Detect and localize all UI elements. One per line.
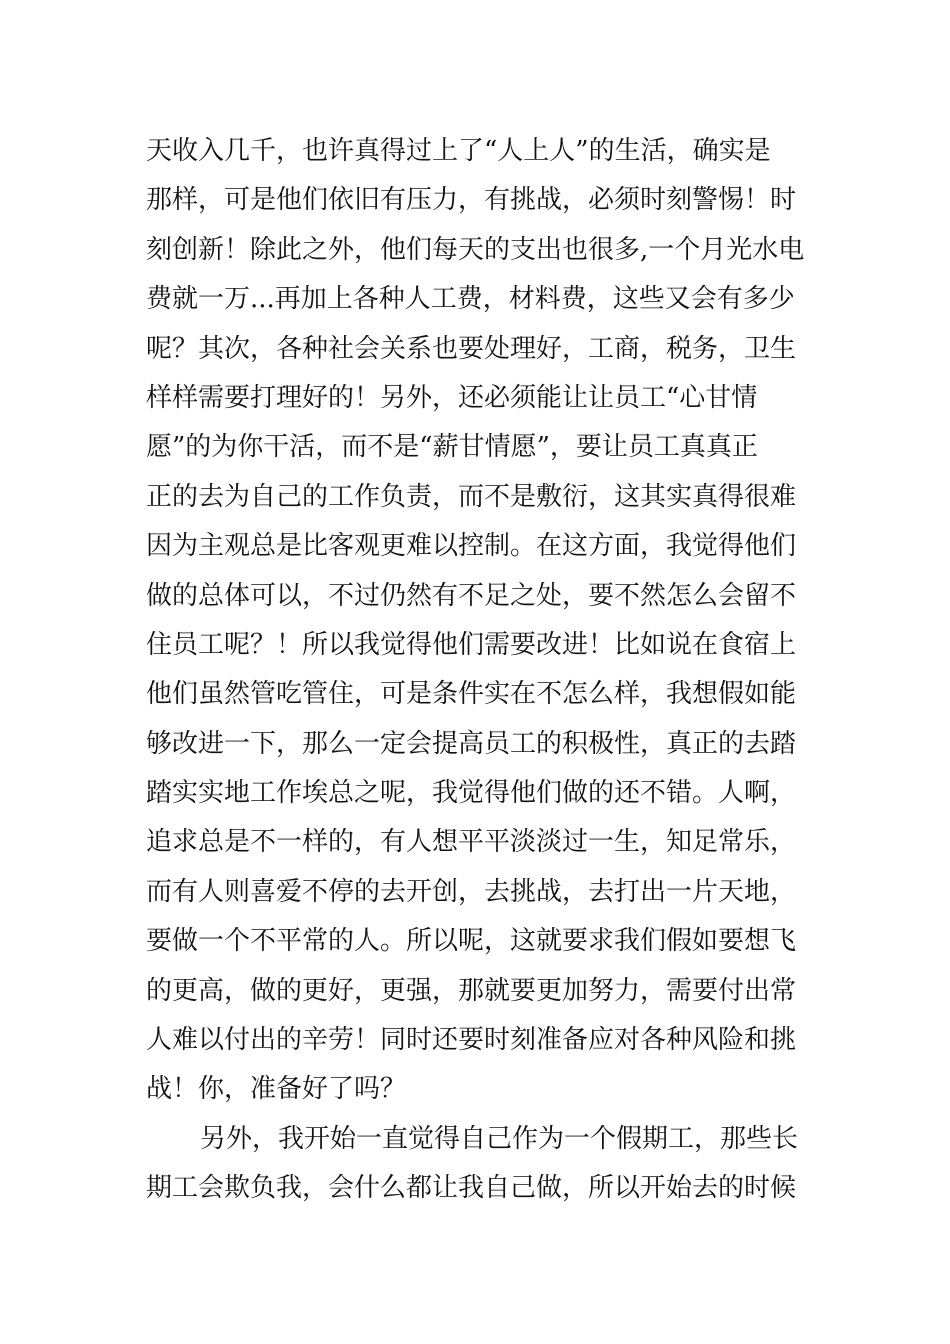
text-line: 住员工呢？！所以我觉得他们需要改进！比如说在食宿上 (146, 629, 797, 660)
text-line: 刻创新！除此之外，他们每天的支出也很多,一个月光水电 (146, 234, 805, 265)
text-line: 因为主观总是比客观更难以控制。在这方面，我觉得他们 (146, 531, 797, 562)
paragraph-first-line: 另外，我开始一直觉得自己作为一个假期工，那些长 (200, 1123, 799, 1154)
text-line: 的更高，做的更好，更强，那就要更加努力，需要付出常 (146, 975, 797, 1006)
text-line: 而有人则喜爱不停的去开创，去挑战，去打出一片天地， (146, 876, 797, 907)
text-line: 人难以付出的辛劳！同时还要时刻准备应对各种风险和挑 (146, 1025, 797, 1056)
text-line: 他们虽然管吃管住，可是条件实在不怎么样，我想假如能 (146, 679, 797, 710)
text-line: 费就一万...再加上各种人工费，材料费，这些又会有多少 (146, 284, 795, 315)
text-line: 要做一个不平常的人。所以呢，这就要求我们假如要想飞 (146, 926, 797, 957)
text-line: 踏实实地工作埃总之呢，我觉得他们做的还不错。人啊， (146, 778, 797, 809)
text-line: 期工会欺负我，会什么都让我自己做，所以开始去的时候 (146, 1173, 797, 1204)
text-line: 那样，可是他们依旧有压力，有挑战，必须时刻警惕！时 (146, 185, 797, 216)
text-line: 战！你，准备好了吗？ (146, 1074, 407, 1105)
text-line: 够改进一下，那么一定会提高员工的积极性，真正的去踏 (146, 728, 797, 759)
text-line: 做的总体可以，不过仍然有不足之处，要不然怎么会留不 (146, 580, 797, 611)
body-text (146, 127, 810, 1214)
text-line: 呢？其次，各种社会关系也要处理好，工商，税务，卫生 (146, 333, 797, 364)
text-line: 天收入几千，也许真得过上了“人上人”的生活，确实是 (146, 136, 771, 166)
text-line: 追求总是不一样的，有人想平平淡淡过一生，知足常乐， (146, 827, 797, 858)
text-line: 正的去为自己的工作负责，而不是敷衍，这其实真得很难 (146, 481, 797, 512)
text-line: 愿”的为你干活，而不是“薪甘情愿”，要让员工真真正 (146, 432, 758, 463)
text-line: 样样需要打理好的！另外，还必须能让让员工“心甘情 (146, 382, 758, 413)
